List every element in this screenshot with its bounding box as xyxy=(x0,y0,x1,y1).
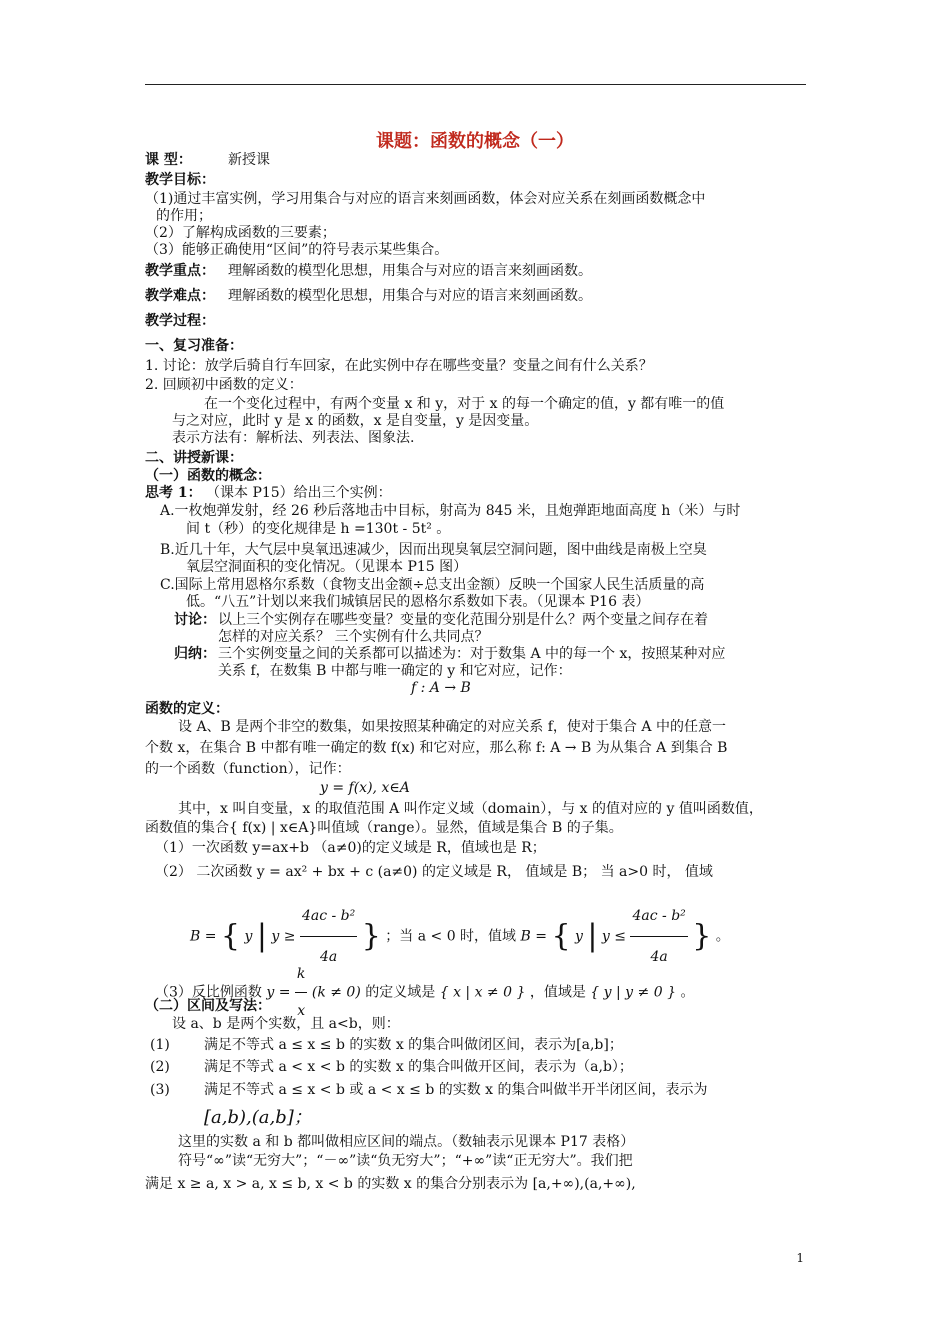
review-item-2: 2. 回顾初中函数的定义： xyxy=(145,377,303,393)
review-def-2: 与之对应，此时 y 是 x 的函数，x 是自变量，y 是因变量。 xyxy=(172,413,539,429)
definition-p1-2: 个数 x，在集合 B 中都有唯一确定的数 f(x) 和它对应，那么称 f: A → B 为从集合 A 到集合 B xyxy=(145,740,728,756)
discussion-2: 怎样的对应关系？ 三个实例有什么共同点？ xyxy=(218,629,489,645)
interval-3: 满足不等式 a ≤ x < b 或 a < x ≤ b 的实数 x 的集合叫做半开半闭区间，表示为 xyxy=(204,1082,708,1098)
interval-1-number: (1) xyxy=(150,1037,170,1053)
goal-2: （2）了解构成函数的三要素； xyxy=(145,225,336,241)
key-value: 理解函数的模型化思想，用集合与对应的语言来刻画函数。 xyxy=(228,263,592,279)
range-set2-cond: y ≤ xyxy=(601,928,627,945)
definition-p1-1: 设 A、B 是两个非空的数集，如果按照某种确定的对应关系 f，使对于集合 A 中的任意一 xyxy=(178,719,726,735)
new-sub-1: （一）函数的概念： xyxy=(145,468,271,484)
interval-1: 满足不等式 a ≤ x ≤ b 的实数 x 的集合叫做闭区间，表示为[a,b]； xyxy=(204,1037,623,1053)
interval-2: 满足不等式 a < x < b 的实数 x 的集合叫做开区间，表示为（a,b）； xyxy=(204,1059,633,1075)
think-label: 思考 1： xyxy=(145,485,202,501)
fraction-denominator: 4a xyxy=(650,949,668,965)
inverse-y: y = xyxy=(266,984,291,1001)
range-set1-var: y xyxy=(244,928,253,945)
range-end: 。 xyxy=(715,928,730,945)
definition-p1-3: 的一个函数（function），记作： xyxy=(145,761,351,777)
goals-label: 教学目标： xyxy=(145,172,215,188)
type-label: 课 型： xyxy=(145,152,192,168)
diff-value: 理解函数的模型化思想，用集合与对应的语言来刻画函数。 xyxy=(228,288,592,304)
range-mid-text: ；当 a < 0 时，值域 xyxy=(385,928,517,945)
inverse-denominator: x xyxy=(297,1003,306,1019)
definition-heading: 函数的定义： xyxy=(145,701,229,717)
inverse-domain-set: { x | x ≠ 0 } xyxy=(439,984,526,1001)
example-c-2: 低。“八五”计划以来我们城镇居民的恩格尔系数如下表。（见课本 P16 表） xyxy=(186,594,650,610)
new-heading: 二、讲授新课： xyxy=(145,450,243,466)
diff-label: 教学难点： xyxy=(145,288,215,304)
goal-3: （3）能够正确使用“区间”的符号表示某些集合。 xyxy=(145,242,449,258)
review-item-1: 1. 讨论：放学后骑自行车回家，在此实例中存在哪些变量？变量之间有什么关系？ xyxy=(145,358,653,374)
example-quadratic: （2） 二次函数 y = ax² + bx + c (a≠0) 的定义域是 R， 值域是 B； 当 a>0 时， 值域 xyxy=(155,864,713,880)
bar-icon: | xyxy=(587,918,598,954)
interval-endpoint: 这里的实数 a 和 b 都叫做相应区间的端点。（数轴表示见课本 P17 表格） xyxy=(178,1134,635,1150)
example-c-1: C.国际上常用恩格尔系数（食物支出金额÷总支出金额）反映一个国家人民生活质量的高 xyxy=(160,577,705,593)
summary-formula: f : A → B xyxy=(411,680,471,696)
brace-open-icon: { xyxy=(220,918,241,954)
fraction-numerator: 4ac - b² xyxy=(300,896,357,937)
page-number: 1 xyxy=(796,1251,804,1265)
inverse-end: 。 xyxy=(680,984,695,1001)
think-value: （课本 P15）给出三个实例： xyxy=(206,485,392,501)
domain-set-content: x | x ≠ 0 xyxy=(453,984,513,1001)
inverse-numerator: k xyxy=(295,956,307,993)
discussion-1: 以上三个实例存在哪些变量？变量的变化范围分别是什么？两个变量之间存在着 xyxy=(218,612,708,628)
example-a-2: 间 t（秒）的变化规律是 h =130t - 5t² 。 xyxy=(186,521,451,537)
interval-2-number: (2) xyxy=(150,1059,170,1075)
brace-open-icon: { xyxy=(551,918,571,954)
review-def-1: 在一个变化过程中，有两个变量 x 和 y，对于 x 的每一个确定的值，y 都有唯一的值 xyxy=(204,396,725,412)
infinity-2: 满足 x ≥ a, x > a, x ≤ b, x < b 的实数 x 的集合分别表示为 [a,+∞),(a,+∞), xyxy=(145,1176,636,1192)
range-set2-var: y xyxy=(574,928,583,945)
range-set-content: y | y ≠ 0 xyxy=(603,984,663,1001)
summary-1: 三个实例变量之间的关系都可以描述为：对于数集 A 中的每一个 x，按照某种对应 xyxy=(218,646,726,662)
fraction-numerator: 4ac - b² xyxy=(630,896,687,937)
interval-3-notation: [a,b),(a,b]； xyxy=(204,1107,312,1128)
interval-heading: （二）区间及写法： xyxy=(145,998,271,1014)
brace-close-icon: } xyxy=(692,918,712,954)
range-set1-cond: y ≥ xyxy=(271,928,296,945)
fraction-denominator: 4a xyxy=(319,949,338,965)
infinity-1: 符号“∞”读“无穷大”；“－∞”读“负无穷大”；“+∞”读“正无穷大”。我们把 xyxy=(178,1153,633,1169)
definition-p2-2: 函数值的集合{ f(x) | x∈A}叫值域（range）。显然，值域是集合 B 的子集。 xyxy=(145,820,623,836)
key-label: 教学重点： xyxy=(145,263,215,279)
inverse-range-set: { y | y ≠ 0 } xyxy=(590,984,676,1001)
type-value: 新授课 xyxy=(228,152,270,168)
discussion-label: 讨论： xyxy=(174,612,216,628)
review-heading: 一、复习准备： xyxy=(145,338,243,354)
definition-p2-1: 其中，x 叫自变量，x 的取值范围 A 叫作定义域（domain），与 x 的值对应的 y 值叫函数值， xyxy=(178,801,763,817)
inverse-label: （3）反比例函数 xyxy=(155,984,262,1001)
review-def-3: 表示方法有：解析法、列表法、图象法. xyxy=(172,430,415,446)
example-b-2: 氧层空洞面积的变化情况。（见课本 P15 图） xyxy=(186,559,468,575)
inverse-range-text: ，值域是 xyxy=(529,984,586,1001)
summary-label: 归纳： xyxy=(174,646,216,662)
example-b-1: B.近几十年，大气层中臭氧迅速减少，因而出现臭氧层空洞问题，图中曲线是南极上空臭 xyxy=(160,542,707,558)
interval-3-number: (3) xyxy=(150,1082,170,1098)
brace-close-icon: } xyxy=(361,918,381,954)
interval-intro: 设 a、b 是两个实数，且 a<b，则： xyxy=(172,1016,400,1032)
inverse-domain-text: 的定义域是 xyxy=(365,984,436,1001)
range-b-1: B = xyxy=(190,928,217,945)
inverse-condition: (k ≠ 0) xyxy=(311,984,361,1001)
process-label: 教学过程： xyxy=(145,313,215,329)
range-b-2: B = xyxy=(520,928,547,945)
goal-1a: （1)通过丰富实例，学习用集合与对应的语言来刻画函数，体会对应关系在刻画函数概念中 xyxy=(145,191,706,207)
summary-2: 关系 f，在数集 B 中都与唯一确定的 y 和它对应，记作： xyxy=(218,663,572,679)
bar-icon: | xyxy=(256,918,267,954)
goal-1b: 的作用； xyxy=(156,208,212,224)
example-a-1: A.一枚炮弹发射，经 26 秒后落地击中目标，射高为 845 米，且炮弹距地面高度 h（米）与时 xyxy=(160,503,741,519)
definition-formula: y = f(x), x∈A xyxy=(320,780,410,796)
page-title: 课题：函数的概念（一） xyxy=(376,131,574,152)
header-rule xyxy=(145,84,806,85)
example-linear: （1）一次函数 y=ax+b （a≠0)的定义域是 R，值域也是 R； xyxy=(155,840,546,856)
